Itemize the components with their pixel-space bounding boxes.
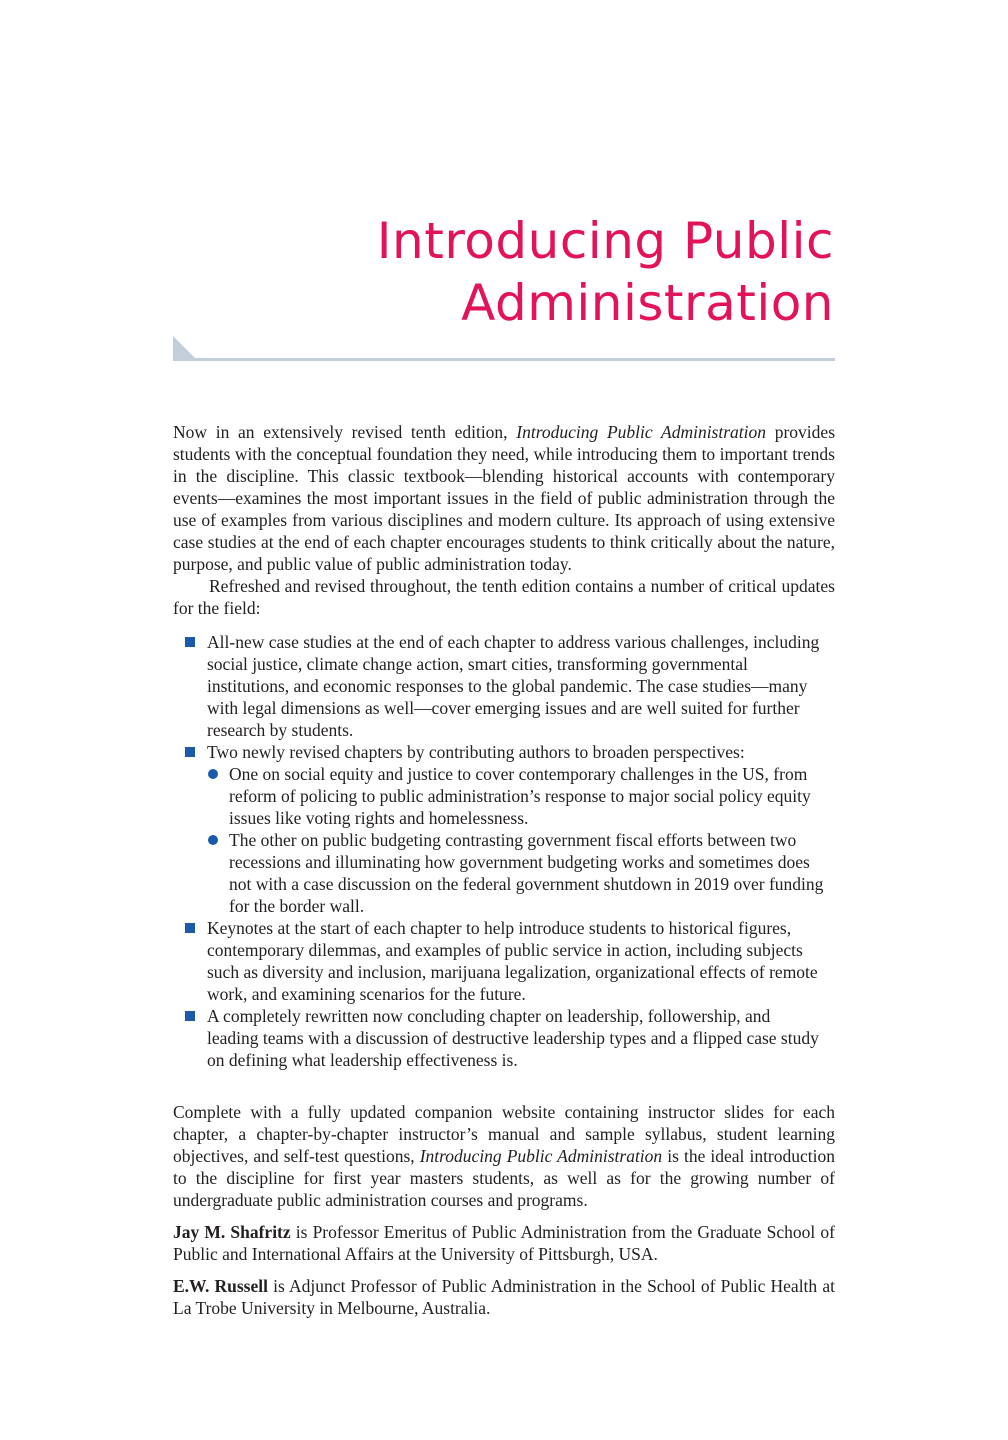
list-item-text: A completely rewritten now concluding chapter on leadership, followership, and leading teams with a discussion of destructive leadership types and a flipped case study on defining what leadership effectiveness is. [207,1006,819,1070]
list-item-text: Two newly revised chapters by contributing authors to broaden perspectives: [207,742,745,762]
author-bio [173,1275,835,1319]
closing-text-1: Complete with a fully updated companion website containing instructor slides for each chapter, a chapter-by-chapter instructor’s manual and sample syllabus, student learning objectives, and self-test questions, [173,1102,835,1166]
author-name: E.W. Russell [173,1276,268,1296]
author-bio-text: is Adjunct Professor of Public Administration in the School of Public Health at La Trobe University in Melbourne, Australia. [173,1276,835,1318]
author-name: Jay M. Shafritz [173,1222,291,1242]
title-line-2: Administration [461,274,834,332]
intro-paragraph [173,421,835,575]
sub-list [207,763,825,917]
list-item-text: All-new case studies at the end of each chapter to address various challenges, including social justice, climate change action, smart cities, transforming governmental institutions, and economic responses to the global pandemic. The case studies—many with legal dimensions as well—cover emerging issues and are well suited for further research by students. [207,632,820,740]
list-item [207,917,835,1005]
title-rule [173,358,835,361]
round-bullet-icon [208,835,218,845]
closing-paragraph [173,1101,835,1211]
intro-text-2: provides students with the conceptual foundation they need, while introducing them to important trends in the discipline. This classic textbook—blending historical accounts with contemporary events—examines the most important issues in the field of public administration through the use of examples from various disciplines and modern culture. Its approach of using extensive case studies at the end of each chapter encourages students to think critically about the nature, purpose, and public value of public administration today. [173,422,835,574]
square-bullet-icon [185,637,195,647]
sub-list-item-text: The other on public budgeting contrasting government fiscal efforts between two recessions and illuminating how government budgeting works and sometimes does not with a case discussion on the federal government shutdown in 2019 over funding for the border wall. [229,830,824,916]
square-bullet-icon [185,923,195,933]
author-bio-text: is Professor Emeritus of Public Administration from the Graduate School of Public and International Affairs at the University of Pittsburgh, USA. [173,1222,835,1264]
square-bullet-icon [185,747,195,757]
sub-list-item [229,829,825,917]
list-item [207,1005,835,1071]
closing-text-2: is the ideal introduction to the discipline for first year masters students, as well as for the growing number of undergraduate public administration courses and programs. [173,1146,835,1210]
sub-list-item [229,763,825,829]
author-bio [173,1221,835,1265]
page-title [134,210,834,334]
intro-text-1: Now in an extensively revised tenth edition, [173,422,517,442]
title-line-1: Introducing Public [376,212,834,270]
sub-list-item-text: One on social equity and justice to cover contemporary challenges in the US, from reform of policing to public administration’s response to major social policy equity issues like voting rights and homelessness. [229,764,811,828]
body-text [173,421,835,1319]
updates-intro-paragraph: Refreshed and revised throughout, the tenth edition contains a number of critical updates for the field: [173,576,835,618]
book-title-italic: Introducing Public Administration [419,1146,663,1166]
list-item [207,631,835,741]
round-bullet-icon [208,769,218,779]
title-rule-corner [173,336,195,358]
book-title-italic: Introducing Public Administration [516,422,767,442]
square-bullet-icon [185,1011,195,1021]
updates-list [173,631,835,1071]
list-item [207,741,835,917]
list-item-text: Keynotes at the start of each chapter to help introduce students to historical figures, contemporary dilemmas, and examples of public service in action, including subjects such as diversity and inclusion, marijuana legalization, organizational effects of remote work, and examining scenarios for the future. [207,918,818,1004]
